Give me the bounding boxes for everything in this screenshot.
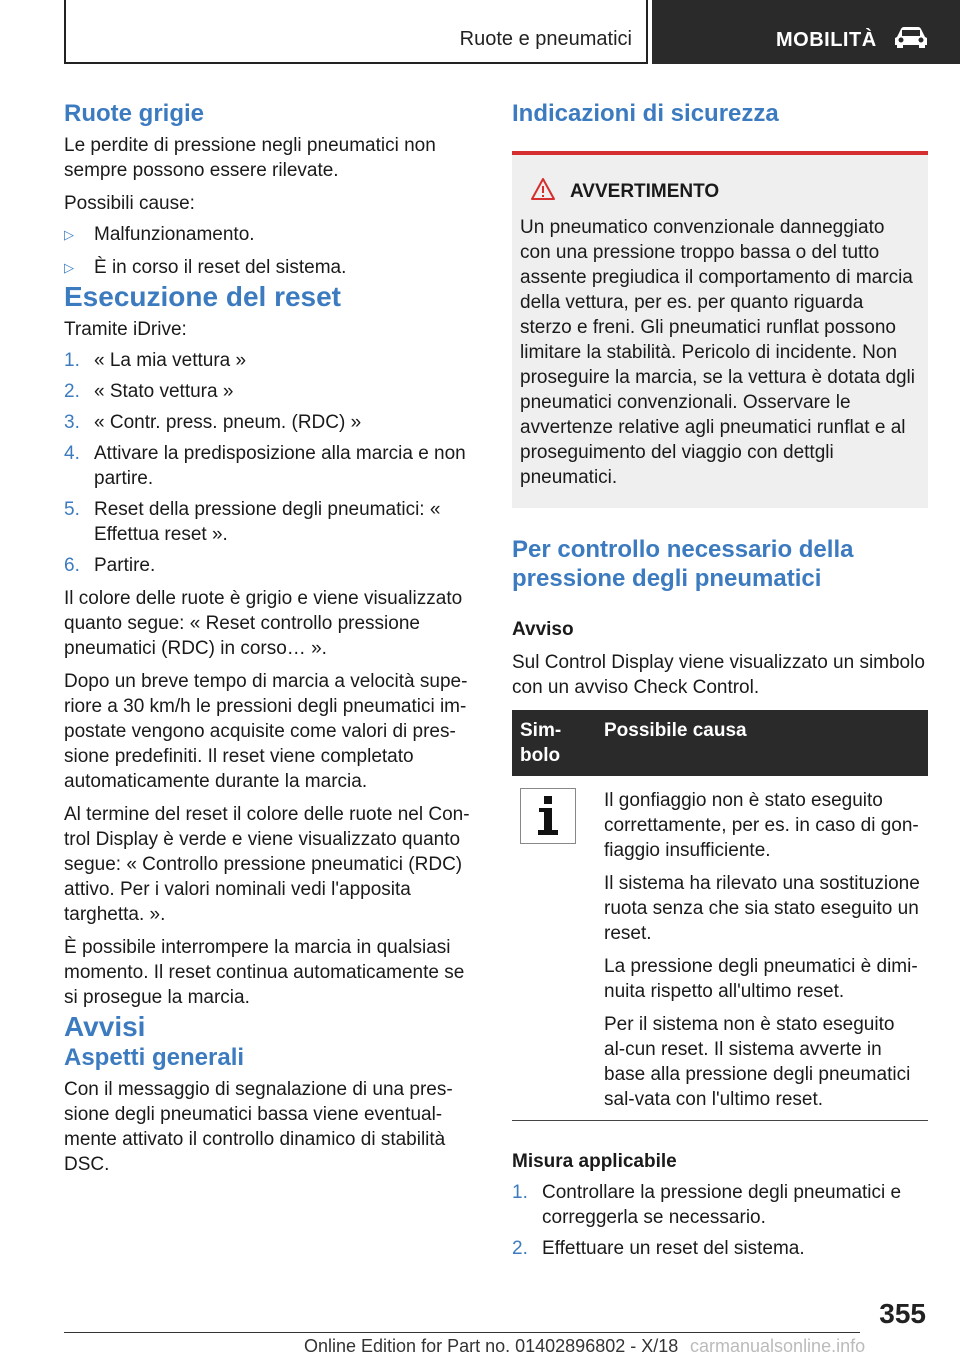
list-item: 3. « Contr. press. pneum. (RDC) »	[64, 412, 362, 434]
warning-triangle-icon	[530, 177, 556, 207]
page-number: 355	[879, 1298, 926, 1329]
header-chapter-tab	[652, 0, 960, 64]
reset-intro: Tramite iDrive:	[64, 319, 187, 341]
warnings-heading: Avvisi	[64, 1011, 146, 1043]
causes-cell	[596, 776, 928, 1121]
general-aspects-paragraph: Con il messaggio di segnalazione di una pres-sione degli pneumatici bassa viene eventual-mente attivato il controllo dinamico di stabilità DSC.	[64, 1078, 453, 1175]
list-item: 1. « La mia vettura »	[64, 350, 247, 372]
warning-text: Un pneumatico convenzionale danneggiato con una pressione troppo bassa o del tutto assente pregiudica il comportamento di marcia della vettura, per es. per quanto riguarda sterzo e freni. Gli pneumatici runflat possono limitare la stabilità. Pericolo di incidente. Non proseguire la marcia, se la vettura è dotata dgli pneumatici convenzionali. Osservare le avvertenze relative agli pneumatici runflat e al proseguimento del viaggio con dettgli pneumatici.	[520, 216, 915, 488]
list-item: 4. Attivare la predisposizione alla marcia e non partire.	[64, 443, 466, 490]
reset-paragraph-3: Al termine del reset il colore delle ruote nel Con-trol Display è verde e viene visualizzato quanto segue: « Controllo pressione pneumatici (RDC) attivo. Per i valori nominali vedi l'apposita targhetta. ».	[64, 804, 470, 926]
header-section-tab	[64, 0, 648, 64]
list-item: 1. Controllare la pressione degli pneumatici e correggerla se necessario.	[512, 1182, 902, 1229]
reset-paragraph-4: È possibile interrompere la marcia in qualsiasi momento. Il reset continua automaticamente se si prosegue la marcia.	[64, 937, 465, 1009]
cause-text: Il gonfiaggio non è stato eseguito correttamente, per es. in caso di gon-fiaggio insufficiente.	[604, 790, 919, 862]
reset-paragraph-1: Il colore delle ruote è grigio e viene visualizzato quanto segue: « Reset controllo pressione pneumatici (RDC) in corso… ».	[64, 588, 463, 660]
list-item: 2. « Stato vettura »	[64, 381, 234, 403]
left-column	[64, 100, 478, 1177]
watermark: carmanualsonline.info	[690, 1336, 866, 1356]
table-header-row	[512, 710, 928, 776]
warning-title-row	[520, 177, 920, 207]
measure-heading: Misura applicabile	[512, 1151, 677, 1173]
triangle-bullet-icon: ▷	[64, 226, 74, 242]
pressure-check-heading: Per controllo necessario della pressione degli pneumatici	[512, 535, 854, 592]
list-item: ▷ Malfunzionamento.	[64, 223, 255, 245]
warning-title: AVVERTIMENTO	[570, 180, 720, 202]
table-row	[512, 776, 928, 1121]
cause-text: La pressione degli pneumatici è dimi-nuita rispetto all'ultimo reset.	[604, 956, 918, 1003]
column-header-symbol: Sim-bolo	[512, 710, 596, 776]
cause-text: Il sistema ha rilevato una sostituzione ruota senza che sia stato eseguito un reset.	[604, 873, 920, 945]
notice-label: Avviso	[512, 619, 574, 641]
possible-causes-label: Possibili cause:	[64, 192, 195, 214]
warning-box	[512, 151, 928, 508]
list-item: 6. Partire.	[64, 555, 156, 577]
symbol-cell	[512, 776, 596, 1121]
cause-text: Per il sistema non è stato eseguito al-cun reset. Il sistema avverte in base alla pressione degli pneumatici sal-vata con l'ultimo reset.	[604, 1014, 911, 1111]
triangle-bullet-icon: ▷	[64, 259, 74, 275]
right-column	[512, 100, 928, 1261]
header-section-title: Ruote e pneumatici	[459, 28, 632, 50]
symbol-cause-table	[512, 710, 928, 1121]
reset-steps-list	[64, 348, 478, 578]
list-item: ▷ È in corso il reset del sistema.	[64, 256, 347, 278]
info-icon	[520, 788, 576, 844]
causes-list	[64, 222, 478, 280]
header-chapter-title: MOBILITÀ	[776, 28, 877, 51]
car-icon	[891, 25, 931, 54]
list-item: 5. Reset della pressione degli pneumatici: « Effettua reset ».	[64, 499, 441, 546]
column-header-cause: Possibile causa	[596, 710, 928, 776]
safety-heading: Indicazioni di sicurezza	[512, 100, 779, 127]
edition-text: Online Edition for Part no. 01402896802 - X/18	[304, 1336, 679, 1356]
reset-heading: Esecuzione del reset	[64, 280, 342, 312]
general-aspects-heading: Aspetti generali	[64, 1043, 245, 1071]
gray-wheels-paragraph: Le perdite di pressione negli pneumatici non sempre possono essere rilevate.	[64, 134, 436, 181]
footer-divider	[64, 1332, 860, 1333]
gray-wheels-heading: Ruote grigie	[64, 100, 205, 127]
measures-list	[512, 1180, 928, 1261]
list-item: 2. Effettuare un reset del sistema.	[512, 1238, 805, 1260]
reset-paragraph-2: Dopo un breve tempo di marcia a velocità supe-riore a 30 km/h le pressioni degli pneumatici im-postate vengono acquisite come valori di pres-sione predefiniti. Il reset viene completato automaticamente durante la marcia.	[64, 671, 468, 793]
notice-text: Sul Control Display viene visualizzato un simbolo con un avviso Check Control.	[512, 652, 925, 699]
